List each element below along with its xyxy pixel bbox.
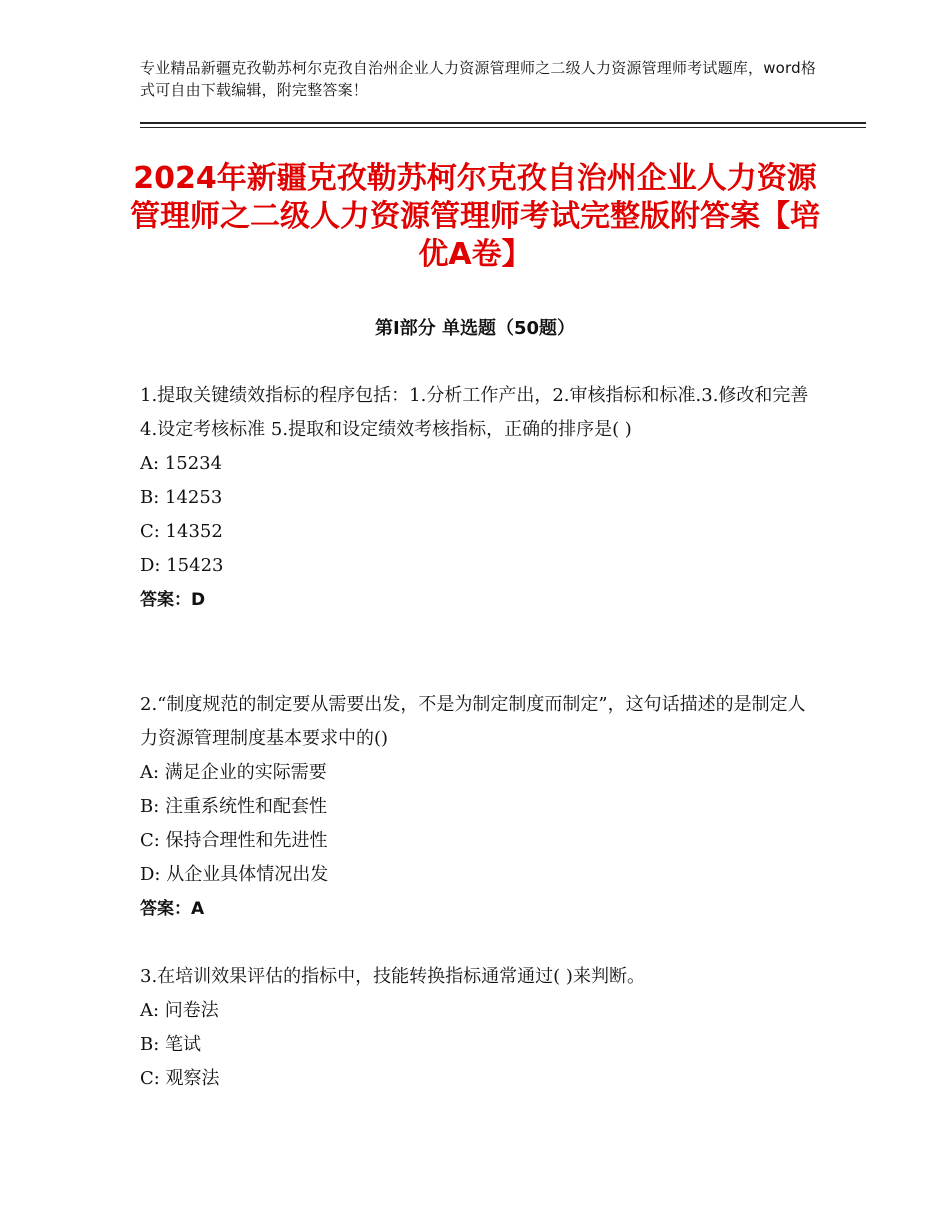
option-a: A: 15234 <box>140 453 223 474</box>
header-divider-thick <box>140 122 866 124</box>
option-b: B: 14253 <box>140 487 223 508</box>
question-2 <box>140 688 810 926</box>
header-note: 专业精品新疆克孜勒苏柯尔克孜自治州企业人力资源管理师之二级人力资源管理师考试题库，word格式可自由下载编辑，附完整答案！ <box>140 59 817 99</box>
answer: 答案：D <box>140 590 206 610</box>
header-divider-thin <box>140 127 866 128</box>
option-a: A: 问卷法 <box>140 1000 219 1021</box>
option-d: D: 从企业具体情况出发 <box>140 864 329 885</box>
option-a: A: 满足企业的实际需要 <box>140 762 327 783</box>
option-b: B: 注重系统性和配套性 <box>140 796 328 817</box>
option-b: B: 笔试 <box>140 1034 202 1055</box>
answer: 答案：A <box>140 899 205 919</box>
section-title: 第Ⅰ部分 单选题（50题） <box>374 318 575 339</box>
question-text: 2.“制度规范的制定要从需要出发，不是为制定制度而制定”，这句话描述的是制定人力资源管理制度基本要求中的() <box>140 694 806 749</box>
question-text: 3.在培训效果评估的指标中，技能转换指标通常通过( )来判断。 <box>140 966 645 987</box>
question-text: 1.提取关键绩效指标的程序包括：1.分析工作产出，2.审核指标和标准.3.修改和完善 4.设定考核标准 5.提取和设定绩效考核指标，正确的排序是( ) <box>140 385 809 440</box>
option-c: C: 保持合理性和先进性 <box>140 830 328 851</box>
question-1 <box>140 379 810 617</box>
option-d: D: 15423 <box>140 555 224 576</box>
document-title: 2024年新疆克孜勒苏柯尔克孜自治州企业人力资源管理师之二级人力资源管理师考试完整版附答案【培优A卷】 <box>130 161 820 272</box>
option-c: C: 观察法 <box>140 1068 220 1089</box>
question-3 <box>140 960 810 1096</box>
option-c: C: 14352 <box>140 521 223 542</box>
